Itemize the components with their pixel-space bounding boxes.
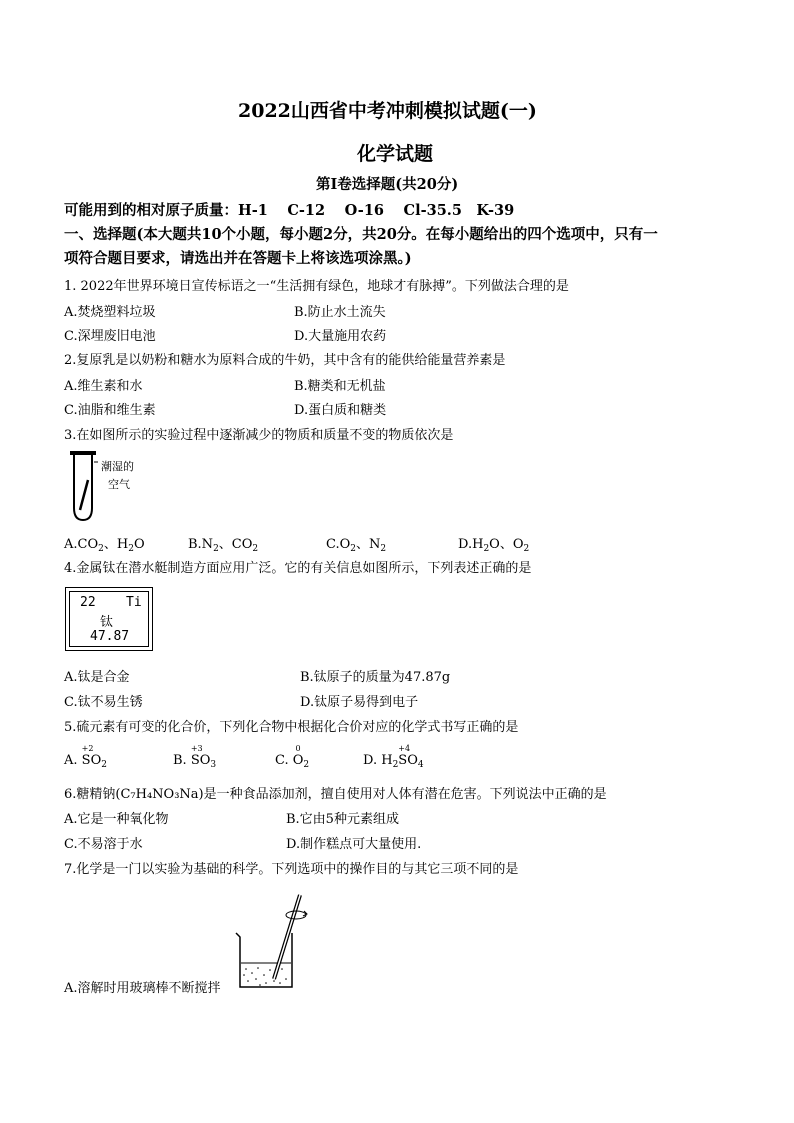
test-tube-label-1: 潮湿的 [101,460,134,473]
exam-subtitle: 化学试题 [357,143,434,165]
test-tube-label-2: 空气 [108,478,130,491]
question-3-stem: 3.在如图所示的实验过程中逐渐减少的物质和质量不变的物质依次是 [64,428,454,443]
question-2-option-c: C.油脂和维生素 [64,403,156,418]
atomic-mass-line: 可能用到的相对原子质量：H-1 C-12 O-16 Cl-35.5 K-39 [64,202,515,219]
question-5-stem: 5.硫元素有可变的化合价，下列化合物中根据化合价对应的化学式书写正确的是 [64,720,519,735]
question-3-option-b: $B.N_2$、$CO_2$ [188,537,259,554]
section-instruction-line1: 一、选择题(本大题共10个小题，每小题2分，共20分。在每小题给出的四个选项中，只有一 [64,226,658,243]
question-5-option-a: A. +2 $SO_2$ [64,744,107,770]
question-1-option-a: A.焚烧塑料垃圾 [64,305,156,320]
question-1-option-d: D.大量施用农药 [294,329,387,344]
question-6-option-d: D.制作糕点可大量使用. [286,837,422,852]
element-mass: 47.87 [90,629,130,644]
question-6-option-c: C.不易溶于水 [64,837,143,852]
element-name: 钛 [100,615,114,630]
question-6-option-b: B.它由5种元素组成 [286,812,399,827]
question-4-stem: 4.金属钛在潜水艇制造方面应用广泛。它的有关信息如图所示，下列表述正确的是 [64,561,532,576]
part-heading: 第Ⅰ卷选择题(共20分) [316,176,459,193]
question-7-stem: 7.化学是一门以实验为基础的科学。下列选项中的操作目的与其它三项不同的是 [64,862,519,877]
question-4-option-d: D.钛原子易得到电子 [300,695,419,710]
element-number: 22 [80,595,96,610]
question-1-stem: 1. 2022年世界环境日宣传标语之一“生活拥有绿色，地球才有脉搏”。下列做法合理的是 [64,279,569,294]
question-2-option-b: B.糖类和无机盐 [294,379,386,394]
question-3-option-a: $A.CO_2$、$H_2O$ [64,537,145,554]
beaker-stirring-figure [234,893,314,993]
question-3-option-c: $C.O_2$、$N_2$ [326,537,387,554]
question-7-option-a: A.溶解时用玻璃棒不断搅拌 [64,981,221,996]
element-card [65,587,153,651]
question-1-option-b: B.防止水土流失 [294,305,386,320]
question-4-option-a: A.钛是合金 [64,670,130,685]
question-2-option-d: D.蛋白质和糖类 [294,403,387,418]
question-2-stem: 2.复原乳是以奶粉和糖水为原料合成的牛奶，其中含有的能供给能量营养素是 [64,353,506,368]
question-6-option-a: A.它是一种氧化物 [64,812,169,827]
element-symbol: Ti [126,595,142,610]
question-5-option-d: D. $H_2$ +4 $SO_4$ [363,744,424,770]
question-4-option-b: B.钛原子的质量为47.87g [300,670,451,685]
section-instruction-line2: 项符合题目要求，请选出并在答题卡上将该选项涂黑。) [64,250,412,267]
exam-title: 2022山西省中考冲刺模拟试题(一) [238,100,537,122]
question-6-stem: 6.糖精钠(C₇H₄NO₃Na)是一种食品添加剂，擅自使用对人体有潜在危害。下列说法中正确的是 [64,787,607,802]
question-3-option-d: $D.H_2O$、$O_2$ [458,537,530,554]
question-5-option-b: B. +3 $SO_3$ [173,744,217,770]
question-2-option-a: A.维生素和水 [64,379,143,394]
question-4-option-c: C.钛不易生锈 [64,695,143,710]
question-5-option-c: C. 0 $O_2$ [275,744,310,770]
question-1-option-c: C.深埋废旧电池 [64,329,156,344]
